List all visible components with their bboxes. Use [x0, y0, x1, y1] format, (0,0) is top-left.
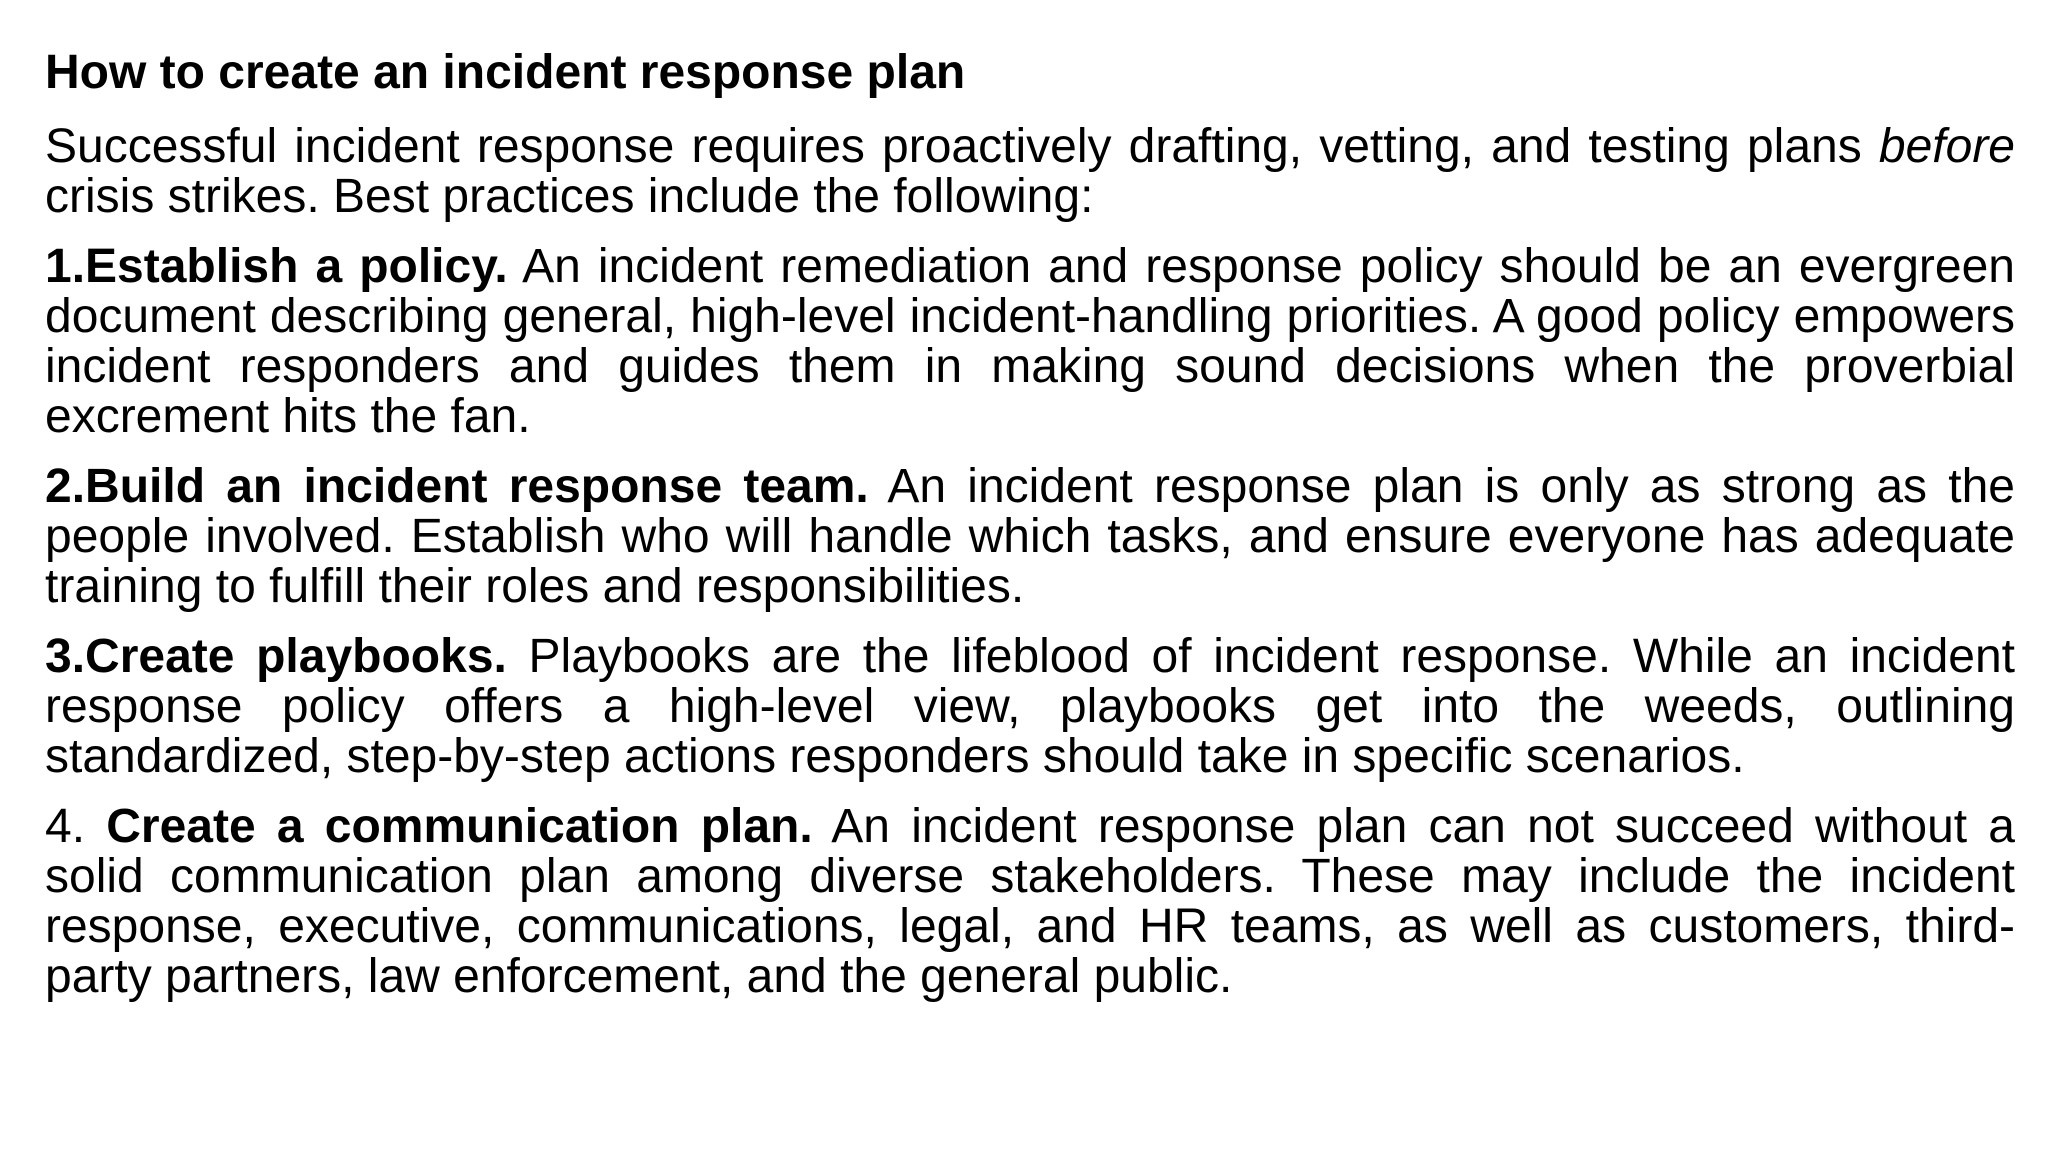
intro-emphasis: before	[1878, 120, 2015, 173]
item-number: 3.	[45, 630, 86, 683]
item-number: 4.	[45, 800, 107, 853]
item-body: Playbooks are the lifeblood of incident response. While an incident response policy offers a high-level view, playbooks get into the weeds, outlining standardized, step-by-step actions responders should take in specific scenarios.	[45, 630, 2016, 783]
item-number: 1.	[45, 240, 86, 293]
list-item-4	[45, 802, 2015, 1002]
item-heading: Create playbooks.	[85, 630, 507, 683]
intro-text-before: Successful incident response requires proactively drafting, vetting, and testing plans	[45, 120, 1879, 173]
list-item-2	[45, 462, 2015, 612]
item-heading: Create a communication plan.	[106, 800, 813, 853]
list-item-1	[45, 242, 2015, 442]
item-heading: Establish a policy.	[85, 240, 508, 293]
list-item-3	[45, 632, 2015, 782]
intro-text-after: crisis strikes. Best practices include the following:	[45, 170, 1094, 223]
document	[45, 42, 2015, 1022]
item-body: An incident remediation and response policy should be an evergreen document describing general, high-level incident-handling priorities. A good policy empowers incident responders and guides them in making sound decisions when the proverbial excrement hits the fan.	[45, 240, 2015, 443]
item-number: 2.	[45, 460, 86, 513]
intro-paragraph	[45, 122, 2015, 222]
item-heading: Build an incident response team.	[85, 460, 869, 513]
item-body: An incident response plan is only as strong as the people involved. Establish who will handle which tasks, and ensure everyone has adequate training to fulfill their roles and responsibilities.	[45, 460, 2016, 613]
item-body: An incident response plan can not succeed without a solid communication plan among diverse stakeholders. These may include the incident response, executive, communications, legal, and HR teams, as well as customers, third-party partners, law enforcement, and the general public.	[45, 800, 2015, 1003]
page-title: How to create an incident response plan	[45, 46, 966, 99]
